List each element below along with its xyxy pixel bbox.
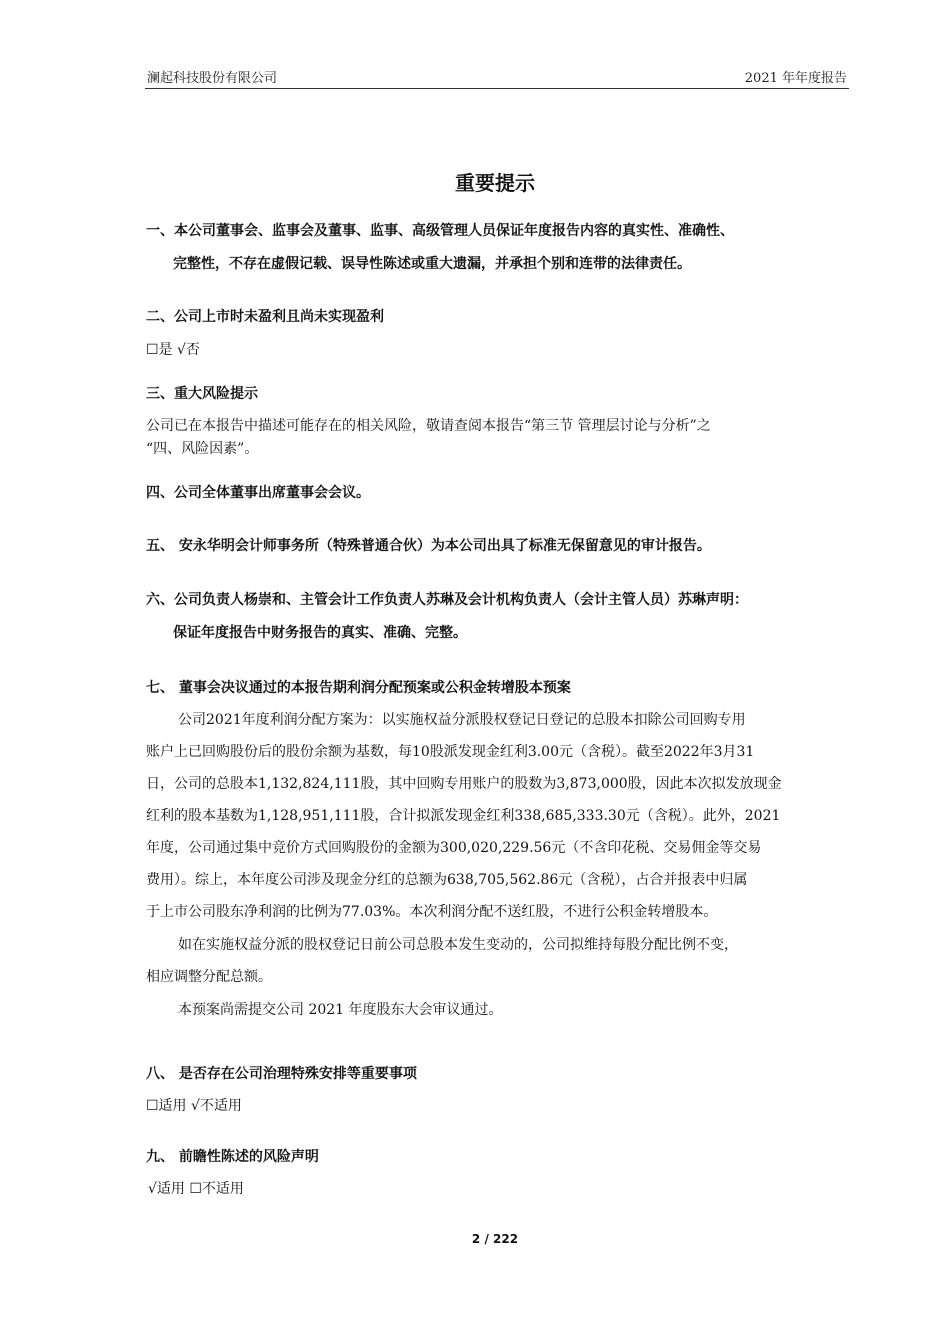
s7-para1-line4: 红利的股本基数为1,128,951,111股，合计拟派发现金红利338,685,333.30元（含税）。此外，2021 <box>146 808 781 824</box>
s3-line2: “四、风险因素”。 <box>146 441 259 457</box>
s7-para1-line2: 账户上已回购股份后的股份余额为基数，每10股派发现金红利3.00元（含税）。截至2022年3月31 <box>146 744 755 760</box>
s6-line1: 六、公司负责人杨崇和、主管会计工作负责人苏琳及会计机构负责人（会计主管人员）苏琳声明： <box>146 592 748 608</box>
s5-heading: 五、 安永华明会计师事务所（特殊普通合伙）为本公司出具了标准无保留意见的审计报告。 <box>146 538 711 554</box>
s3-heading: 三、重大风险提示 <box>146 386 258 402</box>
s7-para1-line7: 于上市公司股东净利润的比例为77.03%。本次利润分配不送红股，不进行公积金转增股本。 <box>146 904 718 920</box>
page-title: 重要提示 <box>455 171 535 195</box>
s7-para2-line2: 相应调整分配总额。 <box>146 969 272 985</box>
s7-para1-line6: 费用）。综上，本年度公司涉及现金分红的总额为638,705,562.86元（含税），占合并报表中归属 <box>146 872 748 888</box>
s1-line2: 完整性，不存在虚假记载、误导性陈述或重大遗漏，并承担个别和连带的法律责任。 <box>173 256 691 272</box>
s4-heading: 四、公司全体董事出席董事会会议。 <box>146 485 370 501</box>
s7-para2-line1: 如在实施权益分派的股权登记日前公司总股本发生变动的，公司拟维持每股分配比例不变， <box>178 937 738 953</box>
s3-line1: 公司已在本报告中描述可能存在的相关风险，敬请查阅本报告“第三节 管理层讨论与分析”之 <box>146 418 711 434</box>
s9-options: √适用 ☐不适用 <box>148 1181 244 1197</box>
s2-heading: 二、公司上市时未盈利且尚未实现盈利 <box>146 309 384 325</box>
s2-options: ☐是 √否 <box>146 342 200 358</box>
s7-para1-line3: 日，公司的总股本1,132,824,111股，其中回购专用账户的股数为3,873,000股，因此本次拟发放现金 <box>146 776 782 792</box>
s1-line1: 一、本公司董事会、监事会及董事、监事、高级管理人员保证年度报告内容的真实性、准确性、 <box>146 223 734 239</box>
header-report-title: 2021 年年度报告 <box>744 71 847 86</box>
s8-options: ☐适用 √不适用 <box>146 1098 242 1114</box>
s9-heading: 九、 前瞻性陈述的风险声明 <box>146 1149 319 1165</box>
s8-heading: 八、 是否存在公司治理特殊安排等重要事项 <box>146 1066 417 1082</box>
s7-para1-line1: 公司2021年度利润分配方案为：以实施权益分派股权登记日登记的总股本扣除公司回购专用 <box>178 712 746 728</box>
s7-heading: 七、 董事会决议通过的本报告期利润分配预案或公积金转增股本预案 <box>146 680 571 696</box>
s6-line2: 保证年度报告中财务报告的真实、准确、完整。 <box>173 625 467 641</box>
header-divider <box>145 88 849 89</box>
s7-para3: 本预案尚需提交公司 2021 年度股东大会审议通过。 <box>178 1002 503 1018</box>
header-company: 澜起科技股份有限公司 <box>147 71 278 86</box>
s7-para1-line5: 年度，公司通过集中竞价方式回购股份的金额为300,020,229.56元（不含印花税、交易佣金等交易 <box>146 840 762 856</box>
page-number: 2 / 222 <box>471 1232 519 1246</box>
